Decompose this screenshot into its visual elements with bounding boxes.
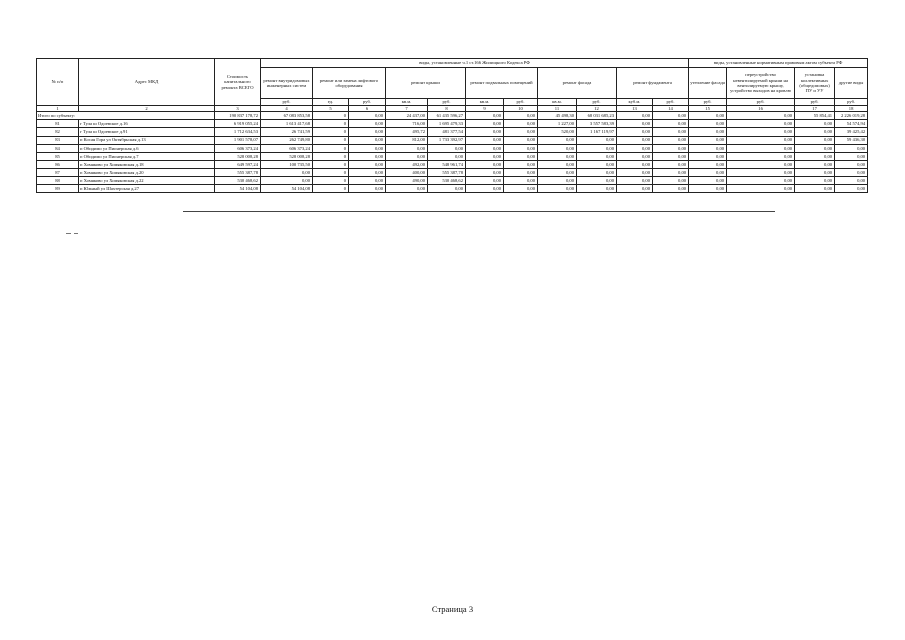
table-cell: 0,00 <box>795 128 835 136</box>
header-num: № п/п <box>37 59 79 106</box>
row-address: г Тула ш Одоевское д.16 <box>79 120 215 128</box>
table-cell: 1 712 634,53 <box>215 128 261 136</box>
table-cell: 0,00 <box>577 168 617 176</box>
table-cell: 0,00 <box>727 112 795 120</box>
table-cell: 68 031 685,23 <box>577 112 617 120</box>
unit-roof: руб. <box>428 99 466 106</box>
total-label: Итого по субъекту: <box>37 112 215 120</box>
table-cell: 0,00 <box>835 144 868 152</box>
table-cell: 0,00 <box>466 168 504 176</box>
row-address: г Тула ш Одоевское д.91 <box>79 128 215 136</box>
header-col-vent-roof: переустройство невентилируемой крыши на вентилируемую крышу, устройство выходов на кровлю <box>727 68 795 99</box>
table-cell: 190 837 178,72 <box>215 112 261 120</box>
table-cell: 606 373,24 <box>261 144 313 152</box>
table-cell: 0,00 <box>689 168 727 176</box>
table-cell: 0,00 <box>689 152 727 160</box>
table-row <box>37 168 868 176</box>
unit-lift: руб. <box>349 99 386 106</box>
table-cell: 0,00 <box>504 112 538 120</box>
table-cell: 45 498,30 <box>538 112 577 120</box>
table-cell: 100 735,50 <box>261 160 313 168</box>
table-cell: 0,00 <box>617 160 653 168</box>
total-row <box>37 112 868 120</box>
table-cell: 812,00 <box>386 136 428 144</box>
header-col-insulation: утепление фасада <box>689 68 727 99</box>
table-cell: 400,00 <box>386 168 428 176</box>
table-cell: 0,00 <box>653 185 689 193</box>
table-cell: 0,00 <box>653 136 689 144</box>
table-cell: 0,00 <box>727 120 795 128</box>
column-number: 9 <box>466 106 504 112</box>
row-address: п Косая Гора ул Октябрьская д.13 <box>79 136 215 144</box>
unit-base: руб. <box>504 99 538 106</box>
column-number: 5 <box>313 106 349 112</box>
table-cell: 0,00 <box>466 160 504 168</box>
row-number: 85 <box>37 152 79 160</box>
table-cell: 59 436,30 <box>835 136 868 144</box>
table-cell: 54 104,08 <box>261 185 313 193</box>
table-cell: 0,00 <box>577 185 617 193</box>
header-col-engineering: ремонт внутридомовых инженерных систем <box>261 68 313 99</box>
capital-repair-table-sheet <box>36 58 868 193</box>
table-cell: 0,00 <box>795 120 835 128</box>
page-footer: Страница 3 <box>431 604 474 614</box>
row-number: 81 <box>37 120 79 128</box>
row-address: п Хомяково ул Хомяковская д.22 <box>79 177 215 185</box>
table-cell: 0,00 <box>428 185 466 193</box>
table-cell: 0,00 <box>504 128 538 136</box>
table-cell: 555 387,78 <box>428 168 466 176</box>
row-number: 84 <box>37 144 79 152</box>
row-address: п Хомяково ул Хомяковская д.20 <box>79 168 215 176</box>
scan-speck <box>66 233 71 234</box>
table-cell: 54 574,94 <box>835 120 868 128</box>
table-cell: 0,00 <box>349 160 386 168</box>
column-number: 15 <box>689 106 727 112</box>
table-cell: 0,00 <box>466 144 504 152</box>
column-number: 7 <box>386 106 428 112</box>
table-cell: 0,00 <box>261 168 313 176</box>
table-cell: 1 695 479,33 <box>428 120 466 128</box>
table-cell: 0 <box>313 168 349 176</box>
header-col-lift: ремонт или замена лифтового оборудования <box>313 68 386 99</box>
table-cell: 0,00 <box>466 177 504 185</box>
table-cell: 0,00 <box>835 177 868 185</box>
header-address: Адрес МКД <box>79 59 215 106</box>
column-number: 13 <box>617 106 653 112</box>
table-cell: 0,00 <box>538 152 577 160</box>
table-cell: 0,00 <box>349 128 386 136</box>
table-cell: 0,00 <box>835 160 868 168</box>
table-cell: 0 <box>313 112 349 120</box>
table-cell: 0,00 <box>795 168 835 176</box>
row-number: 89 <box>37 185 79 193</box>
table-cell: 0,00 <box>689 144 727 152</box>
table-cell: 0,00 <box>653 152 689 160</box>
table-cell: 0,00 <box>349 120 386 128</box>
table-cell: 0,00 <box>577 160 617 168</box>
table-cell: 0,00 <box>538 136 577 144</box>
table-cell: 0,00 <box>386 152 428 160</box>
table-cell: 0,00 <box>617 152 653 160</box>
row-number: 87 <box>37 168 79 176</box>
table-cell: 0,00 <box>466 128 504 136</box>
table-row <box>37 152 868 160</box>
table-cell: 548 961,74 <box>428 160 466 168</box>
table-cell: 0,00 <box>504 160 538 168</box>
table-cell: 606 373,24 <box>215 144 261 152</box>
table-cell: 0,00 <box>727 144 795 152</box>
table-cell: 61 435 596,27 <box>428 112 466 120</box>
table-cell: 495,72 <box>386 128 428 136</box>
table-cell: 0,00 <box>466 112 504 120</box>
table-cell: 0,00 <box>689 128 727 136</box>
unit-fac-qty: кв.м. <box>538 99 577 106</box>
table-cell: 0,00 <box>795 136 835 144</box>
row-number: 86 <box>37 160 79 168</box>
table-row <box>37 120 868 128</box>
row-address: п Хомяково ул Хомяковская д.18 <box>79 160 215 168</box>
table-cell: 0,00 <box>835 185 868 193</box>
table-cell: 0,00 <box>577 136 617 144</box>
table-cell: 262 749,80 <box>261 136 313 144</box>
unit-fnd-qty: куб.м. <box>617 99 653 106</box>
table-cell: 0,00 <box>617 185 653 193</box>
header-col-foundation: ремонт фундамента <box>617 68 689 99</box>
unit-roof-qty: кв.м. <box>386 99 428 106</box>
table-row <box>37 185 868 193</box>
table-cell: 649 597,24 <box>215 160 261 168</box>
table-cell: 0,00 <box>617 136 653 144</box>
header-group-federal: виды, установленные ч.1 ст.166 Жилищного Кодекса РФ <box>261 59 689 68</box>
table-cell: 0,00 <box>466 185 504 193</box>
table-cell: 0,00 <box>653 144 689 152</box>
table-row <box>37 136 868 144</box>
unit-other: руб. <box>835 99 868 106</box>
table-cell: 0,00 <box>617 144 653 152</box>
table-cell: 0 <box>313 160 349 168</box>
table-cell: 0,00 <box>577 177 617 185</box>
table-cell: 67 083 853,58 <box>261 112 313 120</box>
table-cell: 0,00 <box>653 128 689 136</box>
table-cell: 528 008,28 <box>261 152 313 160</box>
table-cell: 0,00 <box>653 160 689 168</box>
table-cell: 0,00 <box>538 177 577 185</box>
column-number: 11 <box>538 106 577 112</box>
column-number: 2 <box>79 106 215 112</box>
unit-fac: руб. <box>577 99 617 106</box>
table-cell: 0,00 <box>727 160 795 168</box>
table-cell: 0,00 <box>349 144 386 152</box>
table-cell: 0,00 <box>727 177 795 185</box>
table-cell: 0,00 <box>835 152 868 160</box>
column-number: 14 <box>653 106 689 112</box>
table-cell: 0,00 <box>835 168 868 176</box>
column-number: 18 <box>835 106 868 112</box>
table-cell: 0,00 <box>466 152 504 160</box>
table-cell: 0,00 <box>504 120 538 128</box>
table-cell: 0,00 <box>617 168 653 176</box>
table-cell: 55 854,41 <box>795 112 835 120</box>
column-number: 3 <box>215 106 261 112</box>
table-cell: 3 557 583,39 <box>577 120 617 128</box>
column-number: 10 <box>504 106 538 112</box>
table-cell: 555 387,78 <box>215 168 261 176</box>
table-cell: 0,00 <box>261 177 313 185</box>
table-cell: 530 468,62 <box>215 177 261 185</box>
unit-insul: руб. <box>689 99 727 106</box>
table-cell: 0,00 <box>538 144 577 152</box>
table-cell: 0,00 <box>538 168 577 176</box>
table-cell: 0,00 <box>653 177 689 185</box>
table-cell: 0,00 <box>504 144 538 152</box>
table-cell: 490,00 <box>386 177 428 185</box>
table-cell: 1 227,00 <box>538 120 577 128</box>
table-cell: 0 <box>313 136 349 144</box>
table-cell: 0,00 <box>349 152 386 160</box>
table-cell: 0,00 <box>617 128 653 136</box>
table-cell: 1 901 578,07 <box>215 136 261 144</box>
column-number: 6 <box>349 106 386 112</box>
row-address: п Обидимо ул Пионерская д.6 <box>79 144 215 152</box>
table-row <box>37 144 868 152</box>
unit-eng: руб. <box>261 99 313 106</box>
table-cell: 0 <box>313 152 349 160</box>
column-number: 1 <box>37 106 79 112</box>
table-cell: 492,00 <box>386 160 428 168</box>
table-cell: 0,00 <box>727 152 795 160</box>
table-cell: 0,00 <box>689 136 727 144</box>
header-col-roof: ремонт крыши <box>386 68 466 99</box>
table-cell: 1 167 119,97 <box>577 128 617 136</box>
table-cell: 0,00 <box>349 185 386 193</box>
table-cell: 528 008,28 <box>215 152 261 160</box>
table-cell: 0,00 <box>653 120 689 128</box>
table-cell: 0,00 <box>795 152 835 160</box>
table-cell: 0,00 <box>386 144 428 152</box>
scan-speck <box>74 233 78 234</box>
table-cell: 0,00 <box>386 185 428 193</box>
table-cell: 0,00 <box>538 160 577 168</box>
table-cell: 0,00 <box>727 168 795 176</box>
table-cell: 0,00 <box>428 144 466 152</box>
row-address: п Южный ул Шахтерская д.27 <box>79 185 215 193</box>
unit-meter: руб. <box>795 99 835 106</box>
table-cell: 0 <box>313 128 349 136</box>
table-cell: 2 226 019,28 <box>835 112 868 120</box>
table-cell: 0,00 <box>689 120 727 128</box>
table-cell: 0,00 <box>504 136 538 144</box>
table-cell: 0,00 <box>617 177 653 185</box>
column-number: 4 <box>261 106 313 112</box>
table-cell: 0,00 <box>504 177 538 185</box>
table-cell: 0,00 <box>349 177 386 185</box>
table-row <box>37 128 868 136</box>
table-cell: 0 <box>313 144 349 152</box>
header-col-meters: установка коллективных (общедомовых) ПУ и УУ <box>795 68 835 99</box>
capital-repair-table <box>36 58 868 193</box>
table-cell: 6 919 055,24 <box>215 120 261 128</box>
table-cell: 0,00 <box>466 120 504 128</box>
table-cell: 0,00 <box>466 136 504 144</box>
table-cell: 0,00 <box>795 144 835 152</box>
horizontal-rule <box>183 211 775 212</box>
header-cost-total: Стоимость капитального ремонта ВСЕГО <box>215 59 261 106</box>
table-cell: 716,00 <box>386 120 428 128</box>
unit-lift-qty: ед. <box>313 99 349 106</box>
row-number: 88 <box>37 177 79 185</box>
table-cell: 0,00 <box>653 112 689 120</box>
table-cell: 0,00 <box>795 160 835 168</box>
table-cell: 0,00 <box>689 160 727 168</box>
table-cell: 530 468,62 <box>428 177 466 185</box>
table-cell: 0 <box>313 177 349 185</box>
table-cell: 0,00 <box>617 112 653 120</box>
header-col-facade: ремонт фасада <box>538 68 617 99</box>
table-cell: 0 <box>313 120 349 128</box>
table-cell: 520,00 <box>538 128 577 136</box>
unit-vent: руб. <box>727 99 795 106</box>
table-cell: 0,00 <box>577 144 617 152</box>
table-cell: 0,00 <box>727 136 795 144</box>
table-cell: 0,00 <box>795 177 835 185</box>
table-cell: 0,00 <box>349 136 386 144</box>
table-cell: 54 104,08 <box>215 185 261 193</box>
table-cell: 26 741,59 <box>261 128 313 136</box>
header-col-other: другие виды <box>835 68 868 99</box>
header-group-regional: виды, установленные нормативным правовым актом субъекта РФ <box>689 59 868 68</box>
header-col-basement: ремонт подвальных помещений <box>466 68 538 99</box>
table-cell: 0,00 <box>504 168 538 176</box>
table-cell: 0,00 <box>795 185 835 193</box>
unit-base-qty: кв.м. <box>466 99 504 106</box>
column-number: 17 <box>795 106 835 112</box>
column-number: 12 <box>577 106 617 112</box>
table-cell: 0,00 <box>349 112 386 120</box>
table-cell: 0,00 <box>504 152 538 160</box>
table-cell: 0,00 <box>538 185 577 193</box>
table-cell: 1 613 417,68 <box>261 120 313 128</box>
table-cell: 0,00 <box>689 112 727 120</box>
unit-fnd: руб. <box>653 99 689 106</box>
row-address: п Обидимо ул Пионерская д.7 <box>79 152 215 160</box>
table-row <box>37 160 868 168</box>
table-cell: 0,00 <box>617 120 653 128</box>
row-number: 83 <box>37 136 79 144</box>
table-cell: 39 425,42 <box>835 128 868 136</box>
row-number: 82 <box>37 128 79 136</box>
table-cell: 0,00 <box>727 185 795 193</box>
table-cell: 24 437,00 <box>386 112 428 120</box>
table-cell: 0,00 <box>727 128 795 136</box>
column-number: 8 <box>428 106 466 112</box>
table-row <box>37 177 868 185</box>
table-cell: 0,00 <box>653 168 689 176</box>
table-cell: 0,00 <box>577 152 617 160</box>
table-cell: 0 <box>313 185 349 193</box>
table-cell: 1 733 392,97 <box>428 136 466 144</box>
table-cell: 0,00 <box>349 168 386 176</box>
table-cell: 481 377,54 <box>428 128 466 136</box>
table-cell: 0,00 <box>689 185 727 193</box>
table-cell: 0,00 <box>689 177 727 185</box>
column-number: 16 <box>727 106 795 112</box>
table-cell: 0,00 <box>504 185 538 193</box>
table-cell: 0,00 <box>428 152 466 160</box>
